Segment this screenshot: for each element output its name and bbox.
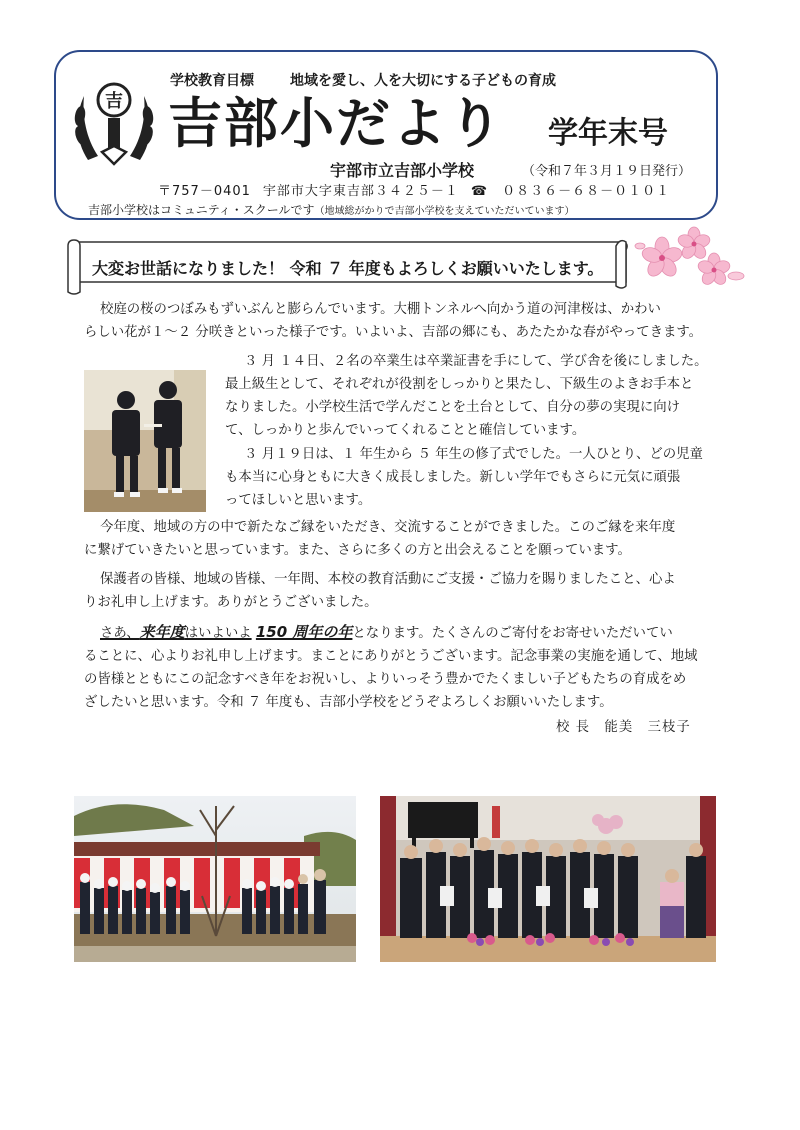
newsletter-title: 吉部小だより (168, 92, 504, 155)
paragraph-1-line-1: 校庭の桜のつぼみもずいぶんと膨らんでいます。大棚トンネルへ向かう道の河津桜は、かわい (100, 302, 661, 317)
community-main: 吉部小学校はコミュニティ・スクールです (88, 203, 315, 217)
community-school-note (86, 201, 577, 218)
next-year-emphasis: 来年度 (139, 623, 185, 641)
paragraph-2-line-4: て、しっかりと歩んでいってくれることと確信しています。 (225, 423, 586, 438)
cherry-blossom-icon (632, 222, 752, 294)
goal-text: 地域を愛し、人を大切にする子どもの育成 (290, 73, 556, 89)
paragraph-6-line-4: ざしたいと思います。令和 ７ 年度も、吉部小学校をどうぞよろしくお願いいたします。 (84, 695, 613, 710)
graduates-photo (84, 370, 206, 512)
issue-name: 学年末号 (548, 116, 668, 151)
paragraph-2-line-2: 最上級生として、それぞれが役割をしっかりと果たし、下級生のよきお手本と (225, 377, 694, 392)
paragraph-4-line-2: に繋げていきたいと思っています。また、さらに多くの方と出会えることを願っています。 (84, 543, 631, 558)
p6-part-a: さあ、 (100, 626, 140, 641)
community-sub: （地域総がかりで吉部小学校を支えていただいています） (314, 206, 575, 217)
postal-code: 〒757－0401 (158, 184, 251, 199)
school-emblem-icon (72, 76, 156, 166)
banner-message: 大変お世話になりました！ 令和 ７ 年度もよろしくお願いいたします。 (92, 259, 604, 278)
svg-text:吉: 吉 (105, 91, 123, 112)
street-address: 宇部市大字東吉部３４２５－１ (262, 184, 459, 199)
paragraph-3-line-1: ３ 月１９日は、１ 年生から ５ 年生の修了式でした。一人ひとり、どの児童 (244, 447, 703, 462)
school-address (158, 180, 670, 199)
phone-number: ☎ ０８３６－６８－０１０１ (470, 184, 671, 199)
closing-ceremony-group-photo (380, 796, 716, 962)
paragraph-2-line-3: なりました。小学校生活で学んだことを土台として、自分の夢の実現に向け (225, 400, 681, 415)
p6-part-c: はいよいよ (184, 626, 252, 641)
issue-date: （令和７年３月１９日発行） (522, 164, 692, 179)
school-name: 宇部市立吉部小学校 (330, 161, 475, 180)
p6-part-e: となります。たくさんのご寄付をお寄せいただいてい (352, 626, 673, 641)
paragraph-5-line-2: りお礼申し上げます。ありがとうございました。 (84, 595, 378, 610)
principal-signature: 校 長 能美 三枝子 (556, 720, 691, 735)
paragraph-1-line-2: らしい花が１～２ 分咲きといった様子です。いよいよ、吉部の郷にも、あたたかな春がやってきます。 (84, 325, 703, 340)
paragraph-6-line-2: ることに、心よりお礼申し上げます。まことにありがとうございます。記念事業の実施を通して、地域 (84, 649, 698, 664)
school-goal (170, 70, 556, 90)
paragraph-6-line-1 (100, 621, 673, 645)
paragraph-3-line-3: ってほしいと思います。 (225, 493, 372, 508)
paragraph-5-line-1: 保護者の皆様、地域の皆様、一年間、本校の教育活動にご支援・ご協力を賜りましたこと、心よ (100, 572, 676, 587)
tree-planting-photo (74, 796, 356, 962)
paragraph-3-line-2: も本当に心身ともに大きく成長しました。新しい学年でもさらに元気に頑張 (225, 470, 681, 485)
paragraph-6-line-3: の皆様とともにこの記念すべき年をお祝いし、よりいっそう豊かでたくましい子どもたちの育成をめ (84, 672, 687, 687)
anniversary-emphasis: 150 周年の年 (255, 623, 353, 641)
paragraph-4-line-1: 今年度、地域の方の中で新たなご縁をいただき、交流することができました。このご縁を来年度 (100, 520, 676, 535)
goal-label: 学校教育目標 (170, 73, 254, 89)
paragraph-2-line-1: ３ 月 １４日、２名の卒業生は卒業証書を手にして、学び舎を後にしました。 (244, 354, 708, 369)
